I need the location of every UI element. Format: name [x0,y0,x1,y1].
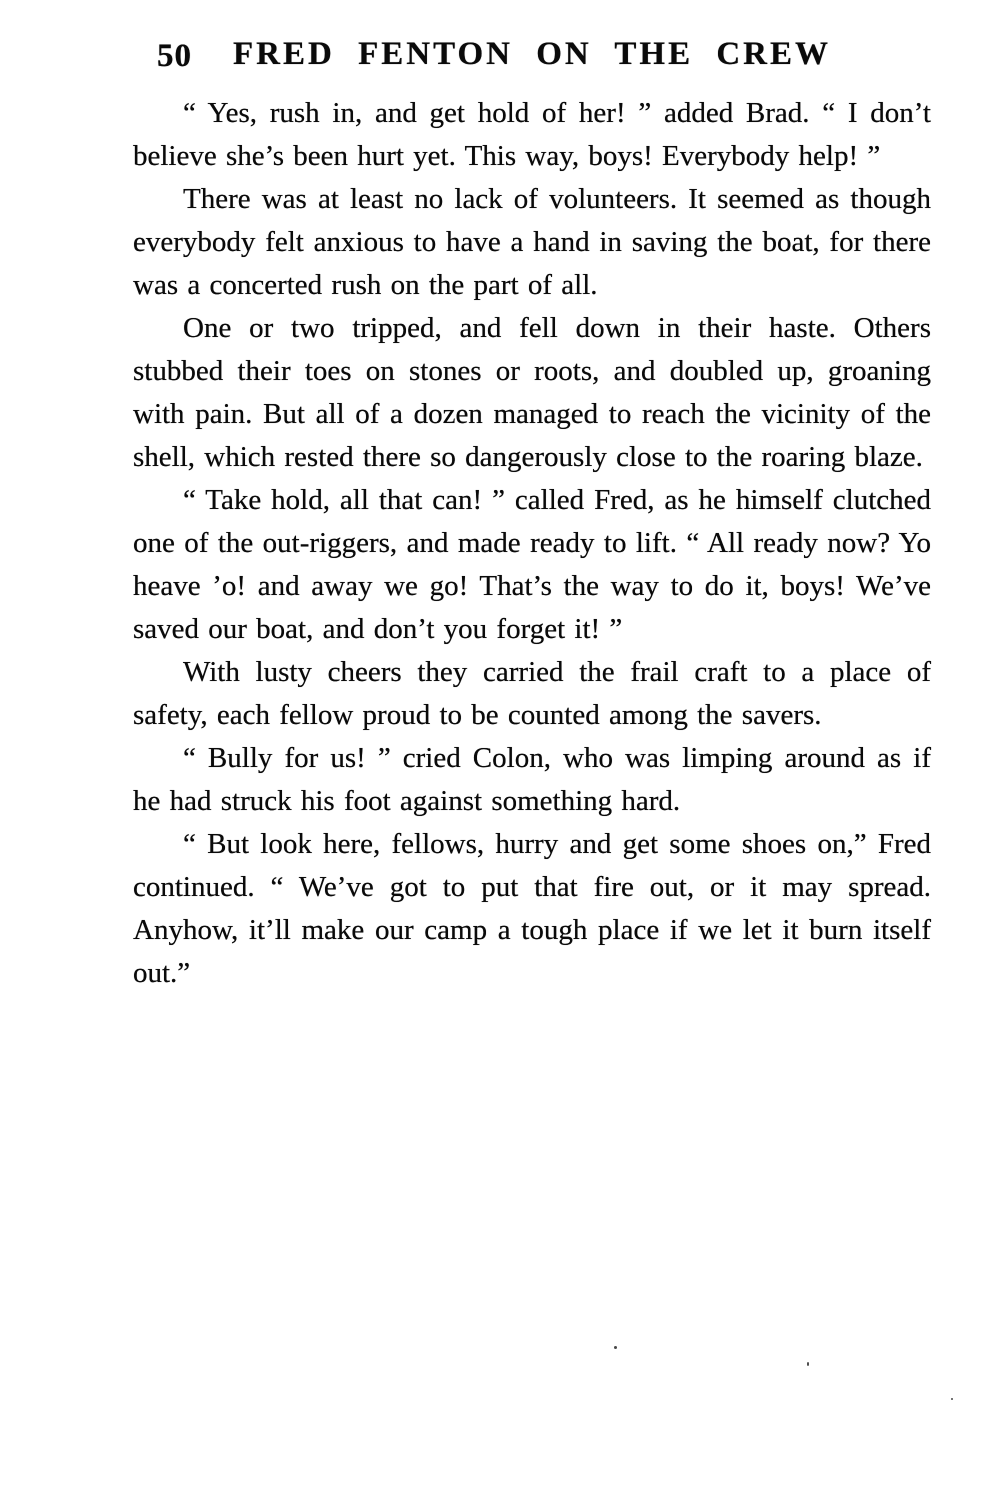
paragraph-2: There was at least no lack of volunteers. It seemed as though everybody felt anxious to have a hand in saving the boat, for there was a concerted rush on the part of all. [133,183,931,301]
scan-speckle [614,1346,617,1349]
paragraph-5: With lusty cheers they carried the frail craft to a place of safety, each fellow proud to be counted among the savers. [133,656,931,731]
paragraph-7: “ But look here, fellows, hurry and get some shoes on,” Fred continued. “ We’ve got to put that fire out, or it may spread. Anyhow, it’ll make our camp a tough place if we let it burn itself out.” [133,828,931,989]
page-number: 50 [157,38,192,74]
text-block [133,92,931,995]
paragraph-3: One or two tripped, and fell down in their haste. Others stubbed their toes on stones or roots, and doubled up, groaning with pain. But all of a dozen managed to reach the vicinity of the shell, which rested there so dangerously close to the roaring blaze. [133,312,931,473]
page-header [133,36,931,80]
scan-speckle [951,1398,953,1400]
running-title: FRED FENTON ON THE CREW [232,36,831,72]
scan-speckle [807,1362,809,1366]
paragraph-6: “ Bully for us! ” cried Colon, who was limping around as if he had struck his foot against something hard. [133,742,931,817]
paragraph-1: “ Yes, rush in, and get hold of her! ” added Brad. “ I don’t believe she’s been hurt yet. This way, boys! Everybody help! ” [133,97,931,172]
paragraph-4: “ Take hold, all that can! ” called Fred, as he himself clutched one of the out-riggers, and made ready to lift. “ All ready now? Yo heave ’o! and away we go! That’s the way to do it, boys! We’ve saved our boat, and don’t you forget it! ” [133,484,931,645]
